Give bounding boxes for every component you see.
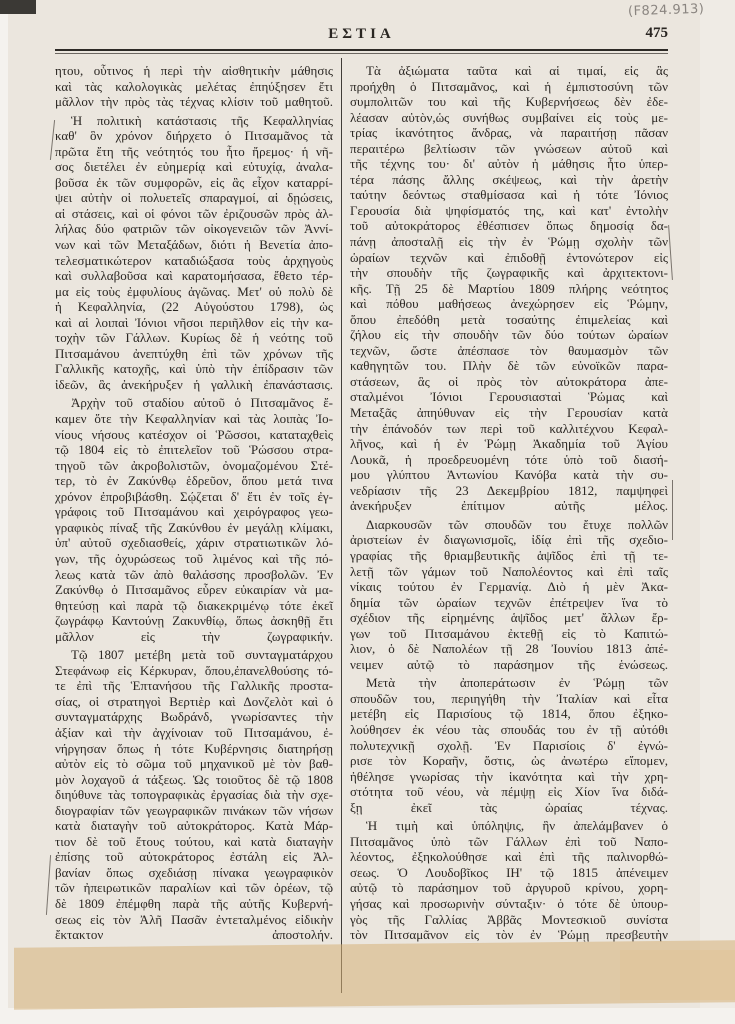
pencil-mark — [672, 480, 673, 540]
text-line: γραφικὸς πίναξ τῆς Ζακύνθου ἐν μεγάλῃ κλίμακι, — [55, 519, 333, 535]
text-line: ταύτην δεόντως σταθμίσασα καὶ ἡ τότε Ἰόνιος — [350, 187, 668, 203]
right-column — [350, 63, 668, 946]
text-line: δὲ 1809 ἐπέμφθη παρὰ τῆς αὐτῆς Κυβερνή- — [55, 895, 333, 911]
page-number: 475 — [645, 25, 668, 41]
text-line: πάνῃ ἀποσταλῇ εἰς τὴν ἐν Ῥώμῃ σχολὴν τῶν — [350, 234, 668, 250]
paragraph — [55, 113, 333, 393]
text-line: λέασαν αὐτὸν,ὡς συνήθως συμβαίνει εἰς τοὺς με- — [350, 109, 668, 125]
text-line: ἐπίσης τοῦ αὐτοκράτορος ἐστάλη εἰς Ἀλ- — [55, 849, 333, 865]
text-line: νήργησαν ὅπως ἡ τότε Κυβέρνησις διατηρήσῃ — [55, 740, 333, 756]
text-line: αὐτὸν εἰς τὸ σῶμα τοῦ μηχανικοῦ μὲ τὸν βαθ- — [55, 756, 333, 772]
header-rule-thin — [55, 53, 668, 54]
text-line: καθηγητῶν του. Πλὴν δὲ τῶν εὐνοϊκῶν παρα- — [350, 358, 668, 374]
text-line: μᾶλλον εἰς τὴν ζωγραφικήν. — [55, 628, 333, 644]
text-line: Στεφάνωφ εἰς Κέρκυραν, ὅπου,ἐπανελθούσης τό- — [55, 662, 333, 678]
text-line: Ἡ πολιτικὴ κατάστασις τῆς Κεφαλληνίας — [71, 112, 333, 128]
text-line: τε ἐπὶ τῆς Ἑπτανήσου τῆς Γαλλικῆς προστα- — [55, 678, 333, 694]
text-line: λιον, ὁ δὲ Ναπολέων τῇ 28 Ἰουνίου 1813 ἀπέ- — [350, 641, 668, 657]
text-line: τὸν Πιτσαμᾶνον εἰς τὸν ἐν Ῥώμῃ πρεσβευτὴν — [350, 927, 668, 943]
text-line: Διαρκουσῶν τῶν σπουδῶν του ἔτυχε πολλῶν — [366, 516, 668, 532]
text-line: Ἀρχὴν τοῦ σταδίου αὐτοῦ ὁ Πιτσαμᾶνος ἔ- — [71, 395, 333, 411]
text-line: τερ, τὸ ἐν Ζακύνθῳ ἑδρεῦον, ὅπου μετά τινα — [55, 473, 333, 489]
text-line: Μεταξᾶς ἀπηύθυναν εἰς τὴν Γερουσίαν κατὰ — [350, 405, 668, 421]
text-line: στάσεων, ἃς οἱ πρὸς τὸν αὐτοκράτορα ἀπε- — [350, 373, 668, 389]
text-line: προήχθη ὁ Πιτσαμᾶνος, καὶ ἡ ἐμπιστοσύνη τῶν — [350, 78, 668, 94]
paragraph — [350, 675, 668, 815]
text-line: σταλμένοι Ἰόνιοι Γερουσιασταὶ Ῥώμας καὶ — [350, 389, 668, 405]
text-line: μου γλύπτου Ἀντωνίου Κανόβα κατὰ τὴν συ- — [350, 467, 668, 483]
column-divider — [341, 58, 342, 993]
text-line: διηύθυνε τὰς τοπογραφικὰς ἐργασίας διὰ τὴν σχε- — [55, 787, 333, 803]
paragraph — [350, 818, 668, 942]
text-line: λῆνος, καὶ ἡ ἐν Ῥώμῃ Ἀκαδημία τοῦ Ἁγίου — [350, 436, 668, 452]
text-line: μετέβη εἰς Παρισίους τῷ 1814, ὅπου ἐξηκο- — [350, 706, 668, 722]
page-margin — [700, 0, 735, 1008]
text-line: στότητα τοῦ νέου, νὰ πέμψῃ εἰς Χίον ἵνα διδά- — [350, 784, 668, 800]
text-line: τῆς τέχνης του· δι' αὐτὸν ἡ μάθησις ἦτο ὑπερ- — [350, 156, 668, 172]
handwritten-catalog-note: (F824.913) — [627, 1, 705, 20]
text-line: σεως εἰς τὸν Ἀλῆ Πασᾶν ἐντεταλμένος εἰδικὴν — [55, 911, 333, 927]
text-line: μὸν λοχαγοῦ ά τάξεως. Ὡς τοιοῦτος δὲ τῷ 1808 — [55, 771, 333, 787]
text-line: Ζακύνθῳ ὁ Πιτσαμᾶνος εὗρεν εὐκαιρίαν νὰ μα- — [55, 582, 333, 598]
text-line: ψει αὐτὴν οἱ πολυετεῖς σπαραγμοί, αἱ δῃώσεις, — [55, 190, 333, 206]
text-line: ὅπου ἐπεδόθη μετὰ τοσαύτης ἐπιμελείας καὶ — [350, 311, 668, 327]
text-line: ζήλου εἰς τὴν σπουδὴν τῶν δύο τούτων ὡραίων — [350, 327, 668, 343]
text-line: τηγοῦ τῶν ἀκροβολιστῶν, ὀνομαζομένου Στέ- — [55, 457, 333, 473]
text-line: κατὰ διαταγὴν τοῦ αὐτοκράτορος. Κατὰ Μάρ- — [55, 818, 333, 834]
text-line: μα εἰς τοὺς ἐμφυλίους ἀγῶνας. Μετ' οὐ πολὺ δὲ — [55, 283, 333, 299]
text-line: Τὰ ἀξιώματα ταῦτα καὶ αἱ τιμαί, εἰς ἃς — [366, 63, 668, 78]
text-line: νων καὶ τῶν Μεταξάδων, διότι ἡ Βενετία ἀπο- — [55, 237, 333, 253]
text-line: τιον δὲ τοῦ ἔτους τούτου, καὶ κατὰ διαταγὴν — [55, 833, 333, 849]
text-line: περαιτέρω βελτίωσιν τῶν γνώσεων αὐτοῦ καὶ — [350, 140, 668, 156]
text-line: πρῶτα ἔτη τῆς νεότητός του ἦτο ἤρεμος· ἡ νῆ- — [55, 143, 333, 159]
text-line: τῷ 1804 εἰς τὸ ἐπιτελεῖον τοῦ Ῥώσσου στρα- — [55, 442, 333, 458]
text-line: νεδρίασιν τῆς 23 Δεκεμβρίου 1812, παμψηφεὶ — [350, 482, 668, 498]
scan-edge-shadow — [0, 0, 36, 14]
text-line: ὡραίων τεχνῶν καὶ ἐπιδοθῇ ἐντονώτερον εἰς — [350, 249, 668, 265]
text-line: καὶ τὰς καλολογικὰς μελέτας ἐπηύξησεν ἔτι — [55, 78, 333, 94]
text-line: τοχὴν τῶν Γάλλων. Κυρίως δὲ ἡ νεότης τοῦ — [55, 330, 333, 346]
left-column — [55, 63, 333, 946]
text-line: καμεν ὅτε τὴν Κεφαλληνίαν καὶ τὰς λοιπὰς Ἰο- — [55, 411, 333, 427]
text-line: συνταγματάρχης Βωδράνδ, γνωρίσαντες τὴν — [55, 709, 333, 725]
adhesive-tape-overlap — [620, 950, 735, 1000]
text-line: καὶ συλλαβοῦσα καὶ καρατομήσασα, ἔθετο τέρ- — [55, 268, 333, 284]
text-line: δημία τῶν ὡραίων τεχνῶν ἐπέτρεψεν ἵνα τὸ — [350, 594, 668, 610]
paragraph — [55, 395, 333, 644]
text-line: καὶ πόθου μαθήσεως ἀνεχώρησεν εἰς Ῥώμην, — [350, 296, 668, 312]
text-line: λέοντος, ἐξηκολούθησε καὶ ἐπὶ τῆς παλινορθώ- — [350, 849, 668, 865]
text-line: σεως. Ὁ Λουδοβῖκος ΙΗ' τῷ 1815 ἀπένειμεν — [350, 864, 668, 880]
text-line: καθ' ὃν χρόνον διήρχετο ὁ Πιτσαμᾶνος τὰ — [55, 128, 333, 144]
text-line: τέρα πάσης ἄλλης σκέψεως, καὶ τὴν ἀρετὴν — [350, 171, 668, 187]
text-line: βοῦσα ἐκ τῶν συμφορῶν, εἰς ἃς εἶχον καταρρί- — [55, 174, 333, 190]
text-line: αὐτῷ τὸ παράσημον τοῦ ἀργυροῦ κρίνου, χορη- — [350, 880, 668, 896]
text-line: ρισε τὸν Κοραῆν, ὅστις, ὡς ἀνωτέρω εἴπομεν, — [350, 753, 668, 769]
text-line: ὑπ' αὐτοῦ σχεδιασθείς, χάριν στρατιωτικῶν λό- — [55, 535, 333, 551]
publication-title: ΕΣΤΙΑ — [328, 26, 395, 42]
paragraph — [350, 63, 668, 514]
text-line: ἰδεῶν, ἃς ἀνεκήρυξεν ἡ γαλλικὴ ἐπανάστασις. — [55, 376, 333, 392]
text-line: νίους νήσους κατέσχον οἱ Ῥῶσσοι, καταταχθεὶς — [55, 426, 333, 442]
text-line: τεχνῶν, ὥστε ἀπέσπασε τὸν θαυμασμὸν τῶν — [350, 342, 668, 358]
text-line: Λουκᾶ, ἡ προεδρευομένη τότε ὑπὸ τοῦ διασή- — [350, 451, 668, 467]
text-line: νίκαις τούτου ἐν Γερμανίᾳ. Διὸ ἡ μὲν Ἀκα- — [350, 579, 668, 595]
text-line: λεως κατὰ τῶν ἀπὸ θαλάσσης προσβολῶν. Ἐν — [55, 566, 333, 582]
text-line: ζωγράφῳ Καντούνῃ Ζακυνθίῳ, ὅπως ἀσκηθῇ ἔτι — [55, 613, 333, 629]
text-line: Ἡ τιμὴ καὶ ὑπόληψις, ἣν ἀπελάμβανεν ὁ — [366, 818, 668, 834]
text-line: διογραφίαν τῶν γεωγραφικῶν πινάκων τῶν νήσων — [55, 802, 333, 818]
text-line: πολυτεχνικῇ σχολῇ. Ἐν Παρισίοις δ' ἐγνώ- — [350, 737, 668, 753]
text-line: γράφοις τοῦ Πιτσαμάνου καὶ χειρόγραφος γεω- — [55, 504, 333, 520]
text-line: γραφίας τῆς θριαμβευτικῆς ἁψῖδος ἐπὶ τῇ τε- — [350, 547, 668, 563]
text-line: κῆς. Τῇ 25 δὲ Μαρτίου 1809 πλήρης νεότητος — [350, 280, 668, 296]
text-line: τὴν σπουδὴν τῆς ζωγραφικῆς καὶ ἀρχιτεκτονι- — [350, 265, 668, 281]
text-line: λούθησεν ἐκ νέου τὰς σπουδάς του ἐν τῇ αὐτόθι — [350, 721, 668, 737]
text-line: γων, τῆς ὀχυρώσεως τοῦ λιμένος καὶ τῆς πό- — [55, 550, 333, 566]
paragraph — [55, 63, 333, 110]
text-line: σπουδῶν του, περιηγήθη τὴν Ἰταλίαν καὶ εἶτα — [350, 690, 668, 706]
text-line: μᾶλλον τὴν πρὸς τὰς τέχνας κλίσιν τοῦ μαθητοῦ. — [55, 94, 333, 110]
text-line: ἀνεκήρυξεν ἐπίτιμον αὐτῆς μέλος. — [350, 498, 668, 514]
text-line: χρόνον ἐπροβιβάσθη. Σῴζεται δ' ἔτι ἐν τοῖς ἐγ- — [55, 488, 333, 504]
text-line: τρίας ἱκανότητος ἄνδρας, νὰ παραιτήσῃ πᾶσαν — [350, 125, 668, 141]
text-line: Πιτσαμᾶνος ὑπὸ τῶν Γάλλων ἐπὶ τοῦ Ναπο- — [350, 833, 668, 849]
text-line: τοῦ αὐτοκράτορος ἐθέσπισεν ὅπως δημοσίᾳ δα- — [350, 218, 668, 234]
text-line: ἠθέλησε γνωρίσας τὴν ἱκανότητα καὶ τὴν χρη- — [350, 768, 668, 784]
text-line: τῶν ἠπειρωτικῶν παραλίων καὶ τῶν ὀρέων, τῷ — [55, 880, 333, 896]
masthead — [55, 22, 668, 52]
text-line: σίας, οἱ στρατηγοὶ Βερτιὲρ καὶ Δονζελὸτ καὶ ὁ — [55, 693, 333, 709]
text-line: ξῃ ἐκεῖ τὰς ὡραίας τέχνας. — [350, 799, 668, 815]
text-line: τὴν ἐπάνοδόν των περὶ τοῦ καλλιτέχνου Κεφαλ- — [350, 420, 668, 436]
text-line: ἀξίαν καὶ τὴν ἀγχίνοιαν τοῦ Πιτσαμάνου, ἐ- — [55, 724, 333, 740]
paragraph — [350, 517, 668, 672]
text-line: Γαλλικῆς κατοχῆς, καὶ ὑπὸ τὴν ἐπίδρασιν τῶν — [55, 361, 333, 377]
text-line: νειμεν αὐτῷ τὸ παράσημον τῆς ἑνώσεως. — [350, 656, 668, 672]
text-line: θητεύσῃ καὶ παρὰ τῷ διακεκριμένῳ τότε ἐκεῖ — [55, 597, 333, 613]
text-line: Μετὰ τὴν ἀποπεράτωσιν ἐν Ῥώμῃ τῶν — [366, 675, 668, 691]
text-line: Τῷ 1807 μετέβη μετὰ τοῦ συνταγματάρχου — [71, 647, 333, 663]
text-line: σος διετέλει ἐν εὐημερίᾳ καὶ εὐτυχίᾳ, ἀναλα- — [55, 159, 333, 175]
text-line: αἱ στάσεις, καὶ οἱ φόνοι τῶν ἐριζουσῶν πρὸς ἀλ- — [55, 205, 333, 221]
text-line: Γερουσία διὰ ψηφίσματός της, καὶ κατ' ἐντολὴν — [350, 202, 668, 218]
text-line: ητου, οὗτινος ἡ περὶ τὴν αἰσθητικὴν μάθησις — [55, 63, 333, 78]
text-line: ἡ Κεφαλληνία, (22 Αὐγούστου 1798), ὡς — [55, 299, 333, 315]
text-line: ἔκτακτον ἀποστολήν. — [55, 927, 333, 943]
text-line: ἀριστείων ἐν διαγωνισμοῖς, ἰδίᾳ ἐπὶ τῆς σχεδιο- — [350, 532, 668, 548]
text-line: λήλας δύο φατριῶν τῶν οἰκογενειῶν τῶν Ἀννί- — [55, 221, 333, 237]
text-line: γὸς τῆς Γαλλίας Ἀββᾶς Μοντεσκιοῦ συνίστα — [350, 911, 668, 927]
text-line: λετῇ τῶν γάμων τοῦ Ναπολέοντος καὶ ἐπὶ ταῖς — [350, 563, 668, 579]
text-line: βανίαν ὅπως σχεδιάσῃ πίνακα γεωγραφικὸν — [55, 864, 333, 880]
text-line: γήσας καὶ προσωρινὴν σύνταξιν· ὁ τότε δὲ ὑπουρ- — [350, 895, 668, 911]
paragraph — [55, 647, 333, 942]
text-line: τελεσματικώτερον καταδιώξασα τοὺς ἀρχηγοὺς — [55, 252, 333, 268]
text-line: καὶ αἱ λοιπαὶ Ἰόνιοι νῆσοι περιῆλθον εἰς τὴν κα- — [55, 314, 333, 330]
header-rule — [55, 49, 668, 51]
text-line: σχέδιον τῆς εἰρημένης ἁψῖδος μετ' ἄλλων ἔρ- — [350, 610, 668, 626]
text-line: γων τοῦ Πιτσαμάνου ἐκτεθῇ εἰς τὸ Καπιτώ- — [350, 625, 668, 641]
text-line: συμπολιτῶν του καὶ τῆς Κυβερνήσεως δὲν ἐδε- — [350, 94, 668, 110]
text-line: Πιτσαμάνου ἀνεπτύχθη ἐπὶ τῶν χρόνων τῆς — [55, 345, 333, 361]
